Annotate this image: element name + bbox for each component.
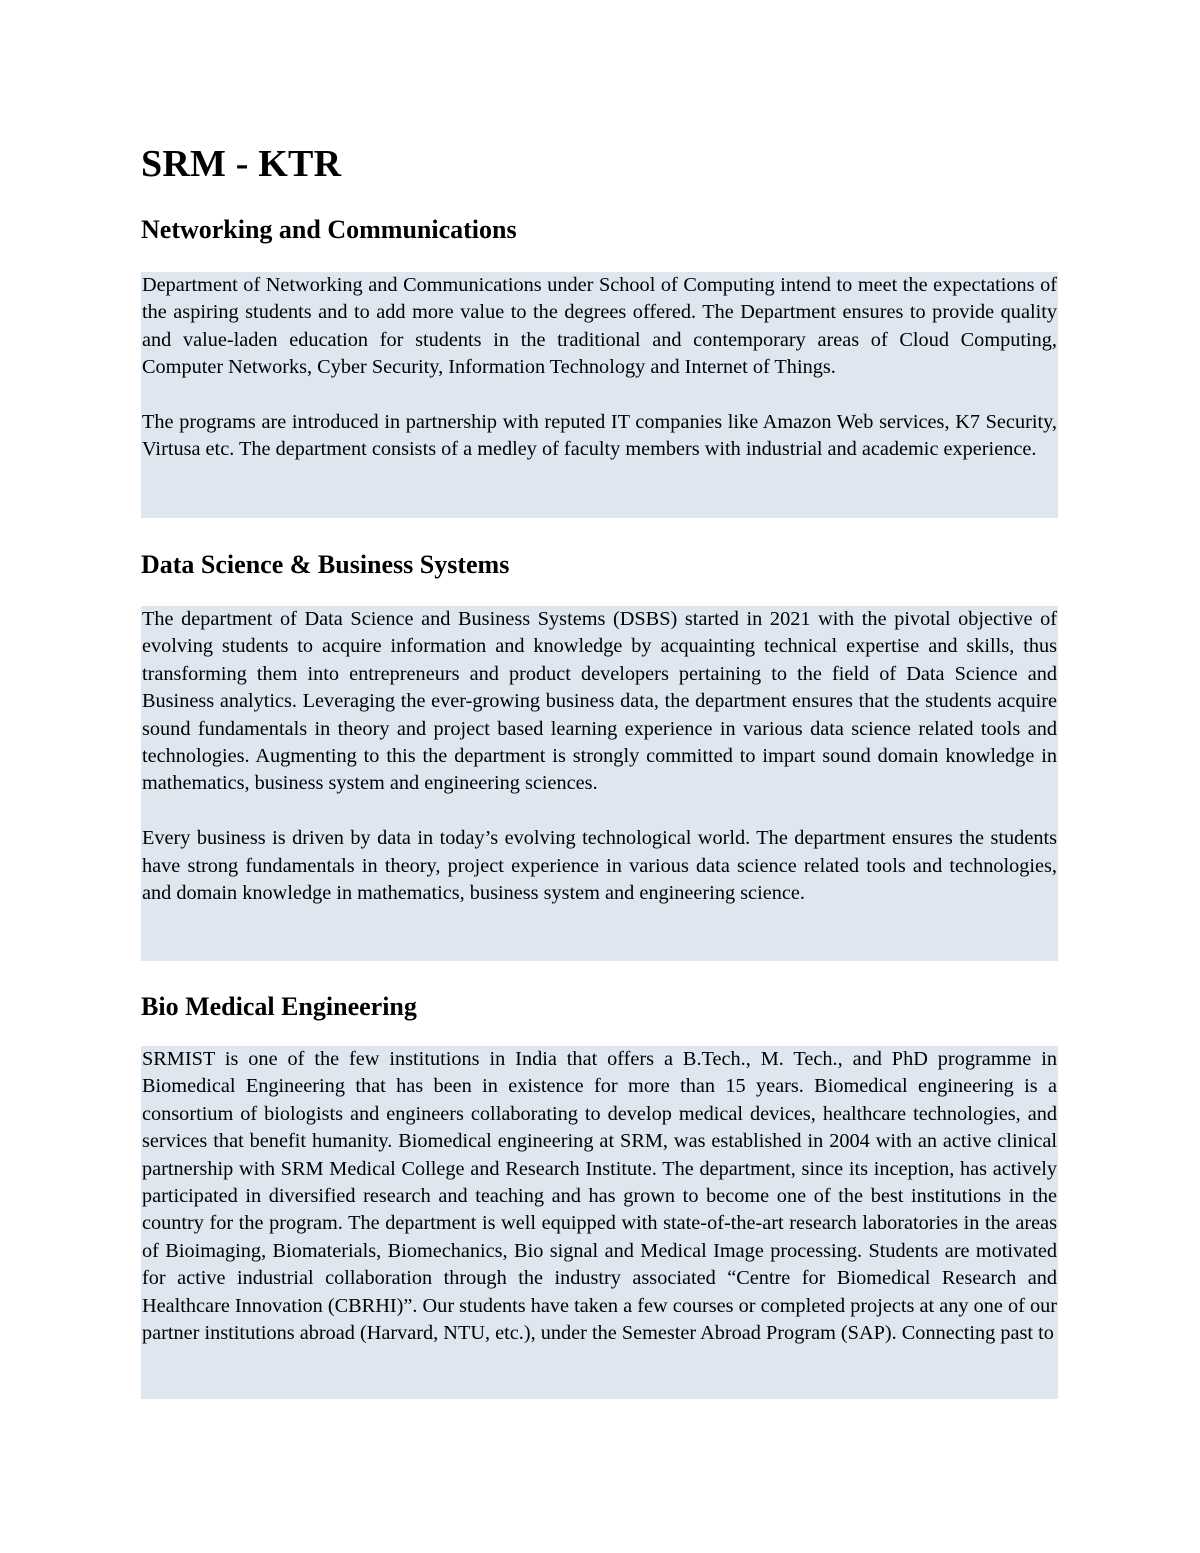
paragraph: Department of Networking and Communications under School of Computing intend to meet the expectations of the aspiring students and to add more value to the degrees offered. The Department ensures to provide quality and value-laden education for students in the traditional and contemporary areas of Cloud Computing, Computer Networks, Cyber Security, Information Technology and Internet of Things. [142, 274, 1057, 379]
section-body-data-science [141, 606, 1058, 961]
paragraph-spacer [142, 798, 1057, 825]
section-body-biomedical [141, 1046, 1058, 1399]
paragraph-spacer [142, 382, 1057, 409]
paragraph: The department of Data Science and Business Systems (DSBS) started in 2021 with the pivotal objective of evolving students to acquire information and knowledge by acquainting technical expertise and skills, thus transforming them into entrepreneurs and product developers pertaining to the field of Data Science and Business analytics. Leveraging the ever-growing business data, the department ensures that the students acquire sound fundamentals in theory and project based learning experience in various data science related tools and technologies. Augmenting to this the department is strongly committed to impart sound domain knowledge in mathematics, business system and engineering sciences. [142, 608, 1057, 795]
document-title: SRM - KTR [141, 143, 342, 185]
section-heading-data-science: Data Science & Business Systems [141, 550, 510, 579]
paragraph: Every business is driven by data in today’s evolving technological world. The department ensures the students have strong fundamentals in theory, project experience in various data science related tools and technologies, and domain knowledge in mathematics, business system and engineering science. [142, 827, 1057, 905]
paragraph: The programs are introduced in partnership with reputed IT companies like Amazon Web services, K7 Security, Virtusa etc. The department consists of a medley of faculty members with industrial and academic experience. [142, 411, 1057, 461]
section-heading-networking: Networking and Communications [141, 215, 517, 244]
section-heading-biomedical: Bio Medical Engineering [141, 992, 417, 1021]
paragraph: SRMIST is one of the few institutions in India that offers a B.Tech., M. Tech., and PhD programme in Biomedical Engineering that has been in existence for more than 15 years. Biomedical engineering is a consortium of biologists and engineers collaborating to develop medical devices, healthcare technologies, and services that benefit humanity. Biomedical engineering at SRM, was established in 2004 with an active clinical partnership with SRM Medical College and Research Institute. The department, since its inception, has actively participated in diversified research and teaching and has grown to become one of the best institutions in the country for the program. The department is well equipped with state-of-the-art research laboratories in the areas of Bioimaging, Biomaterials, Biomechanics, Bio signal and Medical Image processing. Students are motivated for active industrial collaboration through the industry associated “Centre for Biomedical Research and Healthcare Innovation (CBRHI)”. Our students have taken a few courses or completed projects at any one of our partner institutions abroad (Harvard, NTU, etc.), under the Semester Abroad Program (SAP). Connecting past to [142, 1048, 1057, 1345]
section-body-networking [141, 272, 1058, 518]
